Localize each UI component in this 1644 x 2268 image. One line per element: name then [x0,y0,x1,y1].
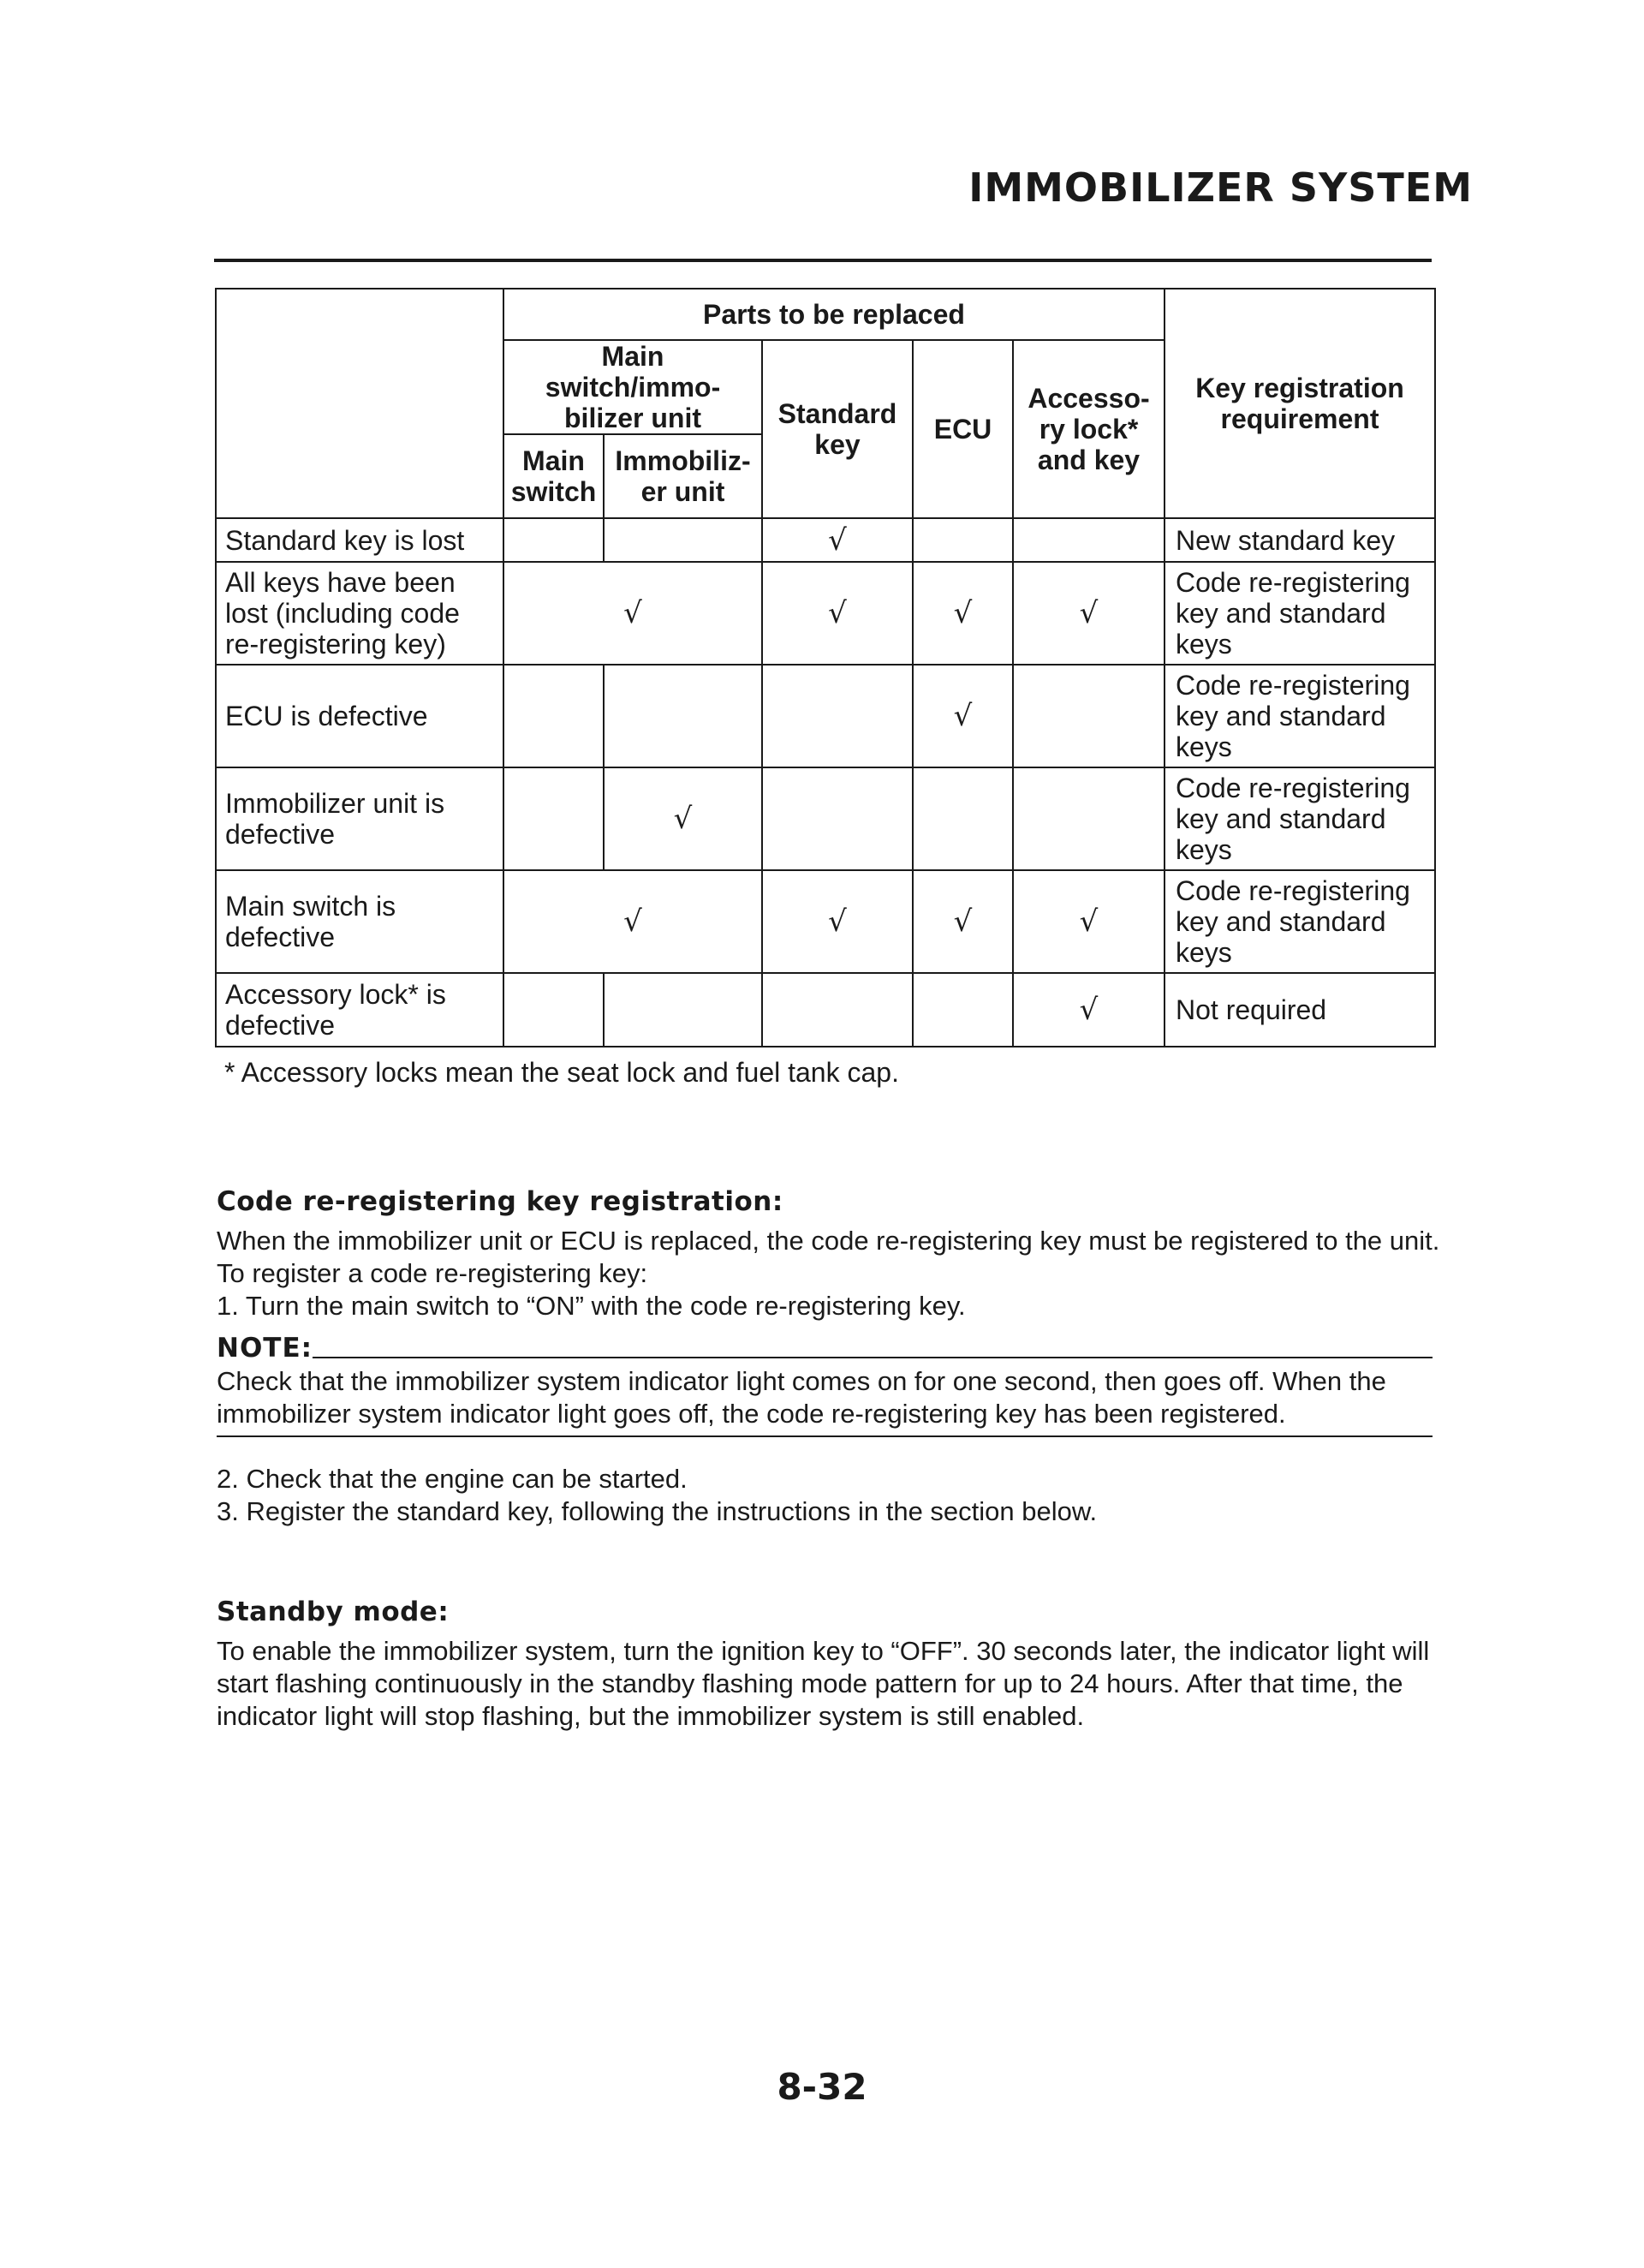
code-reregistering-heading: Code re-registering key registration: [217,1186,783,1217]
empty-cell [1013,767,1164,870]
note-rule [313,1357,1433,1358]
empty-cell [604,665,762,767]
standard-key-header: Standard key [762,340,913,518]
empty-cell [913,973,1013,1047]
step-1: 1. Turn the main switch to “ON” with the code re-registering key. [217,1291,966,1321]
key-registration-requirement-header: Key registration requirement [1164,289,1435,518]
empty-cell [1013,518,1164,562]
check-mark: √ [913,870,1013,973]
table-row [216,562,1435,665]
table-row [216,665,1435,767]
row-requirement: Not required [1164,973,1435,1047]
page-number: 8-32 [777,2066,867,2108]
table-row [216,973,1435,1047]
page-title: IMMOBILIZER SYSTEM [968,164,1473,211]
row-requirement: Code re-registering key and standard keys [1164,767,1435,870]
note-header [217,1331,1433,1365]
check-mark: √ [1013,870,1164,973]
table-row [216,767,1435,870]
standby-mode-heading: Standby mode: [217,1597,450,1627]
row-requirement: New standard key [1164,518,1435,562]
ecu-header: ECU [913,340,1013,518]
table-footnote: * Accessory locks mean the seat lock and fuel tank cap. [224,1057,899,1088]
empty-cell [604,973,762,1047]
note-label: NOTE: [217,1333,313,1364]
step-2: 2. Check that the engine can be started. [217,1464,688,1494]
empty-cell [503,973,604,1047]
to-register-text: To register a code re-registering key: [217,1258,648,1288]
row-label: Standard key is lost [216,518,503,562]
check-mark: √ [503,562,762,665]
row-label: Immobilizer unit is defective [216,767,503,870]
row-label: ECU is defective [216,665,503,767]
standby-mode-section [217,1595,1450,1733]
empty-corner-cell [216,289,503,518]
row-label: All keys have been lost (including code re-registering key) [216,562,503,665]
check-mark: √ [1013,973,1164,1047]
empty-cell [604,518,762,562]
check-mark: √ [1013,562,1164,665]
immobilizer-unit-header: Immobiliz- er unit [604,434,762,518]
table-row [216,870,1435,973]
check-mark: √ [913,665,1013,767]
title-rule [214,259,1432,262]
note-text: Check that the immobilizer system indicator light comes on for one second, then goes off. When the immobilizer system indicator light goes off, the code re-registering key has been registered. [217,1365,1433,1437]
row-label: Main switch is defective [216,870,503,973]
check-mark: √ [762,562,913,665]
row-requirement: Code re-registering key and standard keys [1164,870,1435,973]
code-reregistering-section [217,1185,1450,1528]
empty-cell [913,518,1013,562]
empty-cell [762,665,913,767]
parts-replacement-table [215,288,1436,1047]
empty-cell [503,767,604,870]
empty-cell [1013,665,1164,767]
parts-to-be-replaced-header: Parts to be replaced [503,289,1164,340]
empty-cell [762,973,913,1047]
check-mark: √ [503,870,762,973]
check-mark: √ [913,562,1013,665]
standby-mode-text: To enable the immobilizer system, turn the ignition key to “OFF”. 30 seconds later, the indicator light will start flashing continuously in the standby flashing mode pattern for up to 24 hours. After that time, the indicator light will stop flashing, but the immobilizer system is still enabled. [217,1636,1430,1731]
row-requirement: Code re-registering key and standard keys [1164,665,1435,767]
main-switch-immobilizer-unit-header: Main switch/immo- bilizer unit [503,340,762,434]
accessory-lock-header: Accesso- ry lock* and key [1013,340,1164,518]
empty-cell [503,665,604,767]
check-mark: √ [762,870,913,973]
empty-cell [762,767,913,870]
check-mark: √ [604,767,762,870]
row-requirement: Code re-registering key and standard keys [1164,562,1435,665]
empty-cell [913,767,1013,870]
step-3: 3. Register the standard key, following the instructions in the section below. [217,1496,1098,1526]
main-switch-header: Main switch [503,434,604,518]
table-row [216,518,1435,562]
code-reregistering-intro: When the immobilizer unit or ECU is replaced, the code re-registering key must be registered to the unit. [217,1226,1440,1256]
check-mark: √ [762,518,913,562]
row-label: Accessory lock* is defective [216,973,503,1047]
empty-cell [503,518,604,562]
